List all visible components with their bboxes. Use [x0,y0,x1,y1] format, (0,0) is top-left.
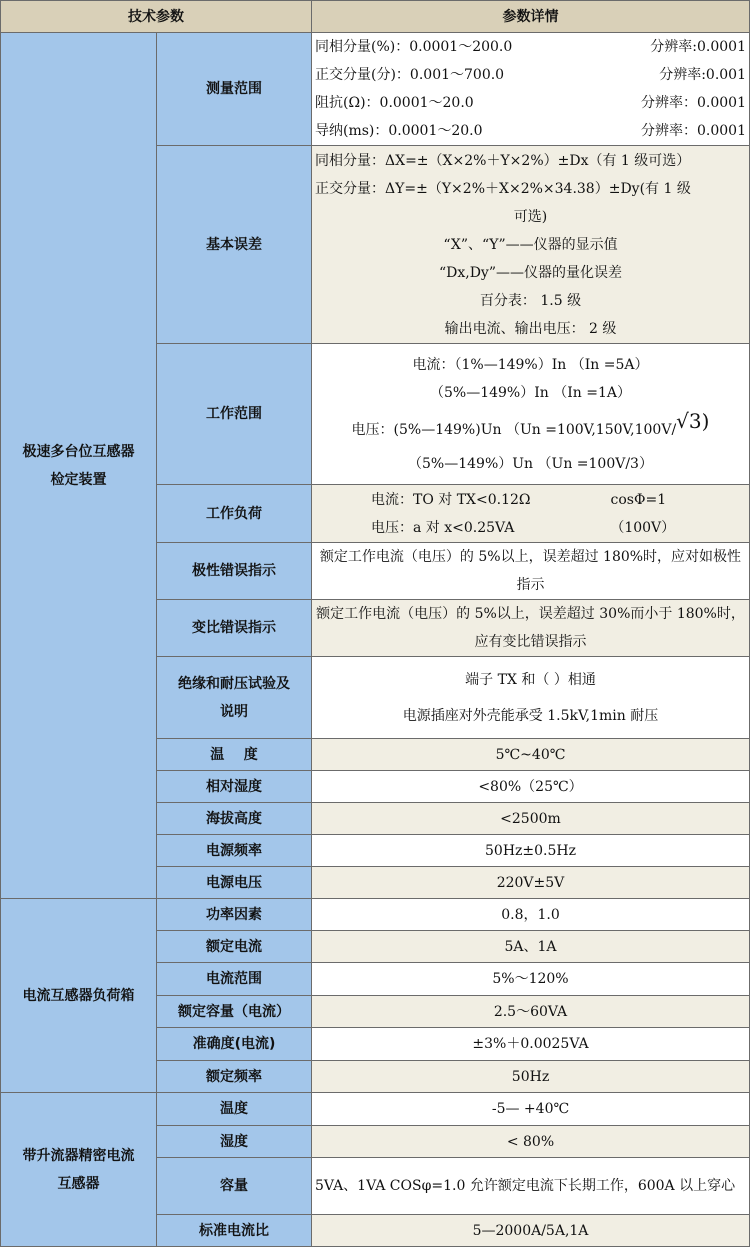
spec-table-load-box [0,898,750,1093]
value-rated-frequency: 50Hz [312,1061,750,1093]
header-param-details: 参数详情 [312,1,750,33]
measure-line: 阻抗(Ω)：0.0001～20.0 分辨率：0.0001 [315,95,746,111]
value-measure-range [312,33,750,146]
value-temperature-2: -5— +40℃ [312,1093,750,1126]
value-rated-current: 5A、1A [312,931,750,963]
label-insulation: 绝缘和耐压试验及 说明 [157,657,312,739]
label-humidity: 相对湿度 [157,771,312,803]
value-accuracy: ±3%＋0.0025VA [312,1028,750,1061]
value-current-ratio: 5—2000A/5A,1A [312,1215,750,1247]
label-capacity: 容量 [157,1158,312,1215]
measure-line: 同相分量(%)：0.0001～200.0 分辨率:0.0001 [315,39,746,55]
label-rated-capacity: 额定容量（电流） [157,996,312,1028]
value-temperature: 5℃~40℃ [312,739,750,771]
label-power-frequency: 电源频率 [157,835,312,867]
value-rated-capacity: 2.5～60VA [312,996,750,1028]
label-power-voltage: 电源电压 [157,867,312,900]
label-power-factor: 功率因素 [157,899,312,931]
value-altitude: <2500m [312,803,750,835]
section-title-line1: 极速多台位互感器 [22,444,135,460]
value-basic-error: 同相分量：ΔX=±（X×2%＋Y×2%）±Dx（有 1 级可选） 正交分量：ΔY=±（Y×2%＋X×2%×34.38）±Dy(有 1 级 可选) “X”、“Y”——仪器的显示值 “Dx,Dy”——仪器的量化误差 百分表： 1.5 级 输出电流、输出电压： 2 级 [312,146,750,344]
label-rated-frequency: 额定频率 [157,1061,312,1093]
label-temperature: 温 度 [157,739,312,771]
label-measure-range: 测量范围 [157,33,312,146]
section-title-calibration-device [1,33,157,900]
value-ratio-error: 额定工作电流（电压）的 5%以上，误差超过 30%而小于 180%时，应有变比错误指示 [312,600,750,657]
section-title-line2: 检定装置 [50,472,107,488]
value-work-load: 电流：TO 对 TX<0.12Ω cosΦ=1 电压：a 对 x<0.25VA （100V） [312,485,750,543]
value-humidity: <80%（25℃） [312,771,750,803]
value-insulation: 端子 TX 和（ ）相通 电源插座对外壳能承受 1.5kV,1min 耐压 [312,657,750,739]
value-power-voltage: 220V±5V [312,867,750,900]
label-ratio-error: 变比错误指示 [157,600,312,657]
value-humidity-2: < 80% [312,1126,750,1158]
label-humidity-2: 湿度 [157,1126,312,1158]
table-row [1,1093,750,1126]
label-altitude: 海拔高度 [157,803,312,835]
spec-table-transformer [0,1092,750,1247]
label-polarity: 极性错误指示 [157,543,312,600]
section-title-transformer: 带升流器精密电流 互感器 [1,1093,157,1247]
label-basic-error: 基本误差 [157,146,312,344]
label-temperature-2: 温度 [157,1093,312,1126]
value-work-range: 电流：（1%—149%）In （In =5A） （5%—149%）In （In =1A） 电压：(5%—149%)Un （Un =100V,150V,100V/√3) （5%—149%）Un （Un =100V/3） [312,344,750,485]
label-current-range: 电流范围 [157,963,312,996]
label-work-range: 工作范围 [157,344,312,485]
value-power-factor: 0.8，1.0 [312,899,750,931]
table-row [1,899,750,931]
value-current-range: 5%～120% [312,963,750,996]
value-power-frequency: 50Hz±0.5Hz [312,835,750,867]
value-polarity: 额定工作电流（电压）的 5%以上，误差超过 180%时，应对如极性指示 [312,543,750,600]
measure-line: 导纳(ms)：0.0001～20.0 分辨率：0.0001 [315,123,746,139]
header-tech-params: 技术参数 [1,1,312,33]
label-work-load: 工作负荷 [157,485,312,543]
label-accuracy: 准确度(电流) [157,1028,312,1061]
row-measure-range [1,33,750,146]
sqrt-three: √3) [676,408,710,433]
label-current-ratio: 标准电流比 [157,1215,312,1247]
header-row [1,1,750,33]
measure-line: 正交分量(分)：0.001～700.0 分辨率:0.001 [315,67,746,83]
value-capacity: 5VA、1VA COSφ=1.0 允许额定电流下长期工作，600A 以上穿心 [312,1158,750,1215]
label-rated-current: 额定电流 [157,931,312,963]
section-title-load-box: 电流互感器负荷箱 [1,899,157,1093]
